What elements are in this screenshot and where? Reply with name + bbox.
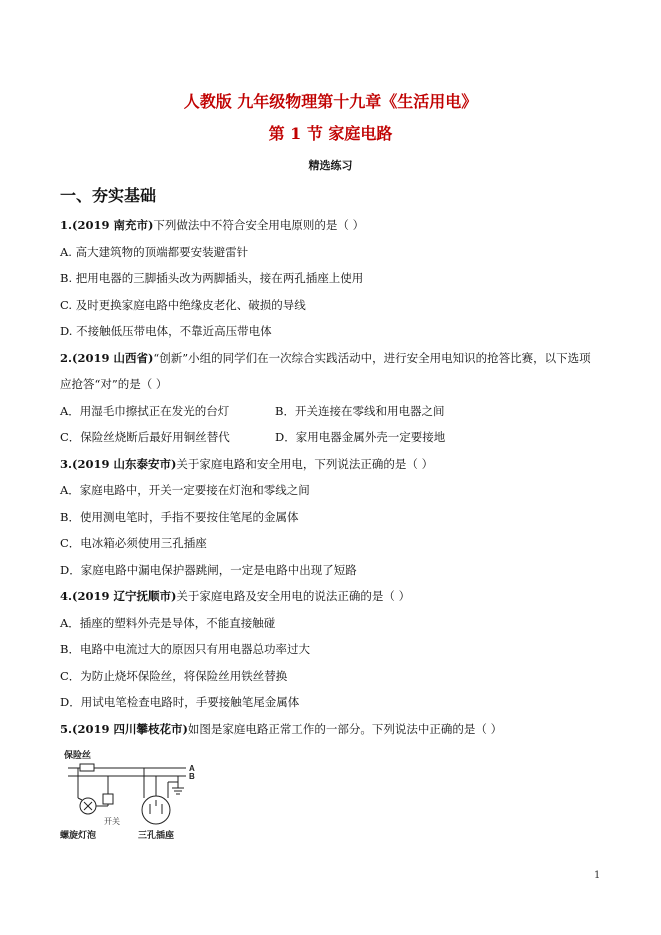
fuse-icon xyxy=(80,764,94,771)
option-4b: B．电路中电流过大的原因只有用电器总功率过大 xyxy=(60,642,310,656)
option-4d: D．用试电笔检查电路时，手要接触笔尾金属体 xyxy=(60,695,300,709)
bulb-label: 螺旋灯泡 xyxy=(60,830,97,840)
socket-label: 三孔插座 xyxy=(138,830,175,840)
option-2a: A．用湿毛巾擦拭正在发光的台灯 xyxy=(60,404,230,418)
question-text: 如图是家庭电路正常工作的一部分。下列说法中正确的是（ ） xyxy=(187,722,503,736)
wire-b-label: B xyxy=(189,772,195,781)
question-text: 下列做法中不符合安全用电原则的是（ ） xyxy=(153,218,365,232)
section-title: 第 1 节 家庭电路 xyxy=(268,124,393,143)
question-source: (2019 南充市) xyxy=(72,218,154,232)
option-3b: B．使用测电笔时，手指不要按住笔尾的金属体 xyxy=(60,510,299,524)
question-source: (2019 山西省) xyxy=(72,351,154,365)
option-4a: A．插座的塑料外壳是导体，不能直接触碰 xyxy=(60,616,276,630)
main-title: 人教版 九年级物理第十九章《生活用电》 xyxy=(183,92,478,111)
question-text: 关于家庭电路及安全用电的说法正确的是（ ） xyxy=(176,589,411,603)
option-1b: B. 把用电器的三脚插头改为两脚插头，接在两孔插座上使用 xyxy=(60,271,364,285)
switch-label: 开关 xyxy=(104,817,120,826)
question-4 xyxy=(60,589,410,603)
fuse-label: 保险丝 xyxy=(64,750,92,760)
question-5 xyxy=(60,722,502,736)
option-2b: B．开关连接在零线和用电器之间 xyxy=(275,404,445,418)
question-2 xyxy=(60,351,591,365)
question-number: 2. xyxy=(60,351,73,365)
question-1 xyxy=(60,218,364,232)
option-1d: D. 不接触低压带电体，不靠近高压带电体 xyxy=(60,324,272,338)
question-source: (2019 四川攀枝花市) xyxy=(72,722,188,736)
option-2d: D．家用电器金属外壳一定要接地 xyxy=(275,430,446,444)
question-text: “创新”小组的同学们在一次综合实践活动中，进行安全用电知识的抢答比赛，以下选项 xyxy=(153,351,591,365)
circuit-diagram xyxy=(60,748,200,844)
question-text: 关于家庭电路和安全用电，下列说法正确的是（ ） xyxy=(176,457,434,471)
question-source: (2019 辽宁抚顺市) xyxy=(72,589,177,603)
option-1a: A. 高大建筑物的顶端都要安装避雷针 xyxy=(60,245,249,259)
subtitle: 精选练习 xyxy=(308,159,353,172)
option-4c: C．为防止烧坏保险丝，将保险丝用铁丝替换 xyxy=(60,669,288,683)
option-3d: D．家庭电路中漏电保护器跳闸，一定是电路中出现了短路 xyxy=(60,563,357,577)
option-3a: A．家庭电路中，开关一定要接在灯泡和零线之间 xyxy=(60,483,310,497)
question-number: 5. xyxy=(60,722,73,736)
option-3c: C．电冰箱必须使用三孔插座 xyxy=(60,536,207,550)
question-number: 3. xyxy=(60,457,73,471)
wire-a-label: A xyxy=(189,764,195,773)
section-heading: 一、夯实基础 xyxy=(60,186,157,205)
option-1c: C. 及时更换家庭电路中绝缘皮老化、破损的导线 xyxy=(60,298,306,312)
question-source: (2019 山东泰安市) xyxy=(72,457,177,471)
question-2-continued: 应抢答“对”的是（ ） xyxy=(60,377,168,391)
page-number: 1 xyxy=(594,870,601,881)
option-2c: C．保险丝烧断后最好用铜丝替代 xyxy=(60,430,230,444)
question-number: 4. xyxy=(60,589,73,603)
question-3 xyxy=(60,457,433,471)
switch-icon xyxy=(103,794,113,804)
question-number: 1. xyxy=(60,218,73,232)
